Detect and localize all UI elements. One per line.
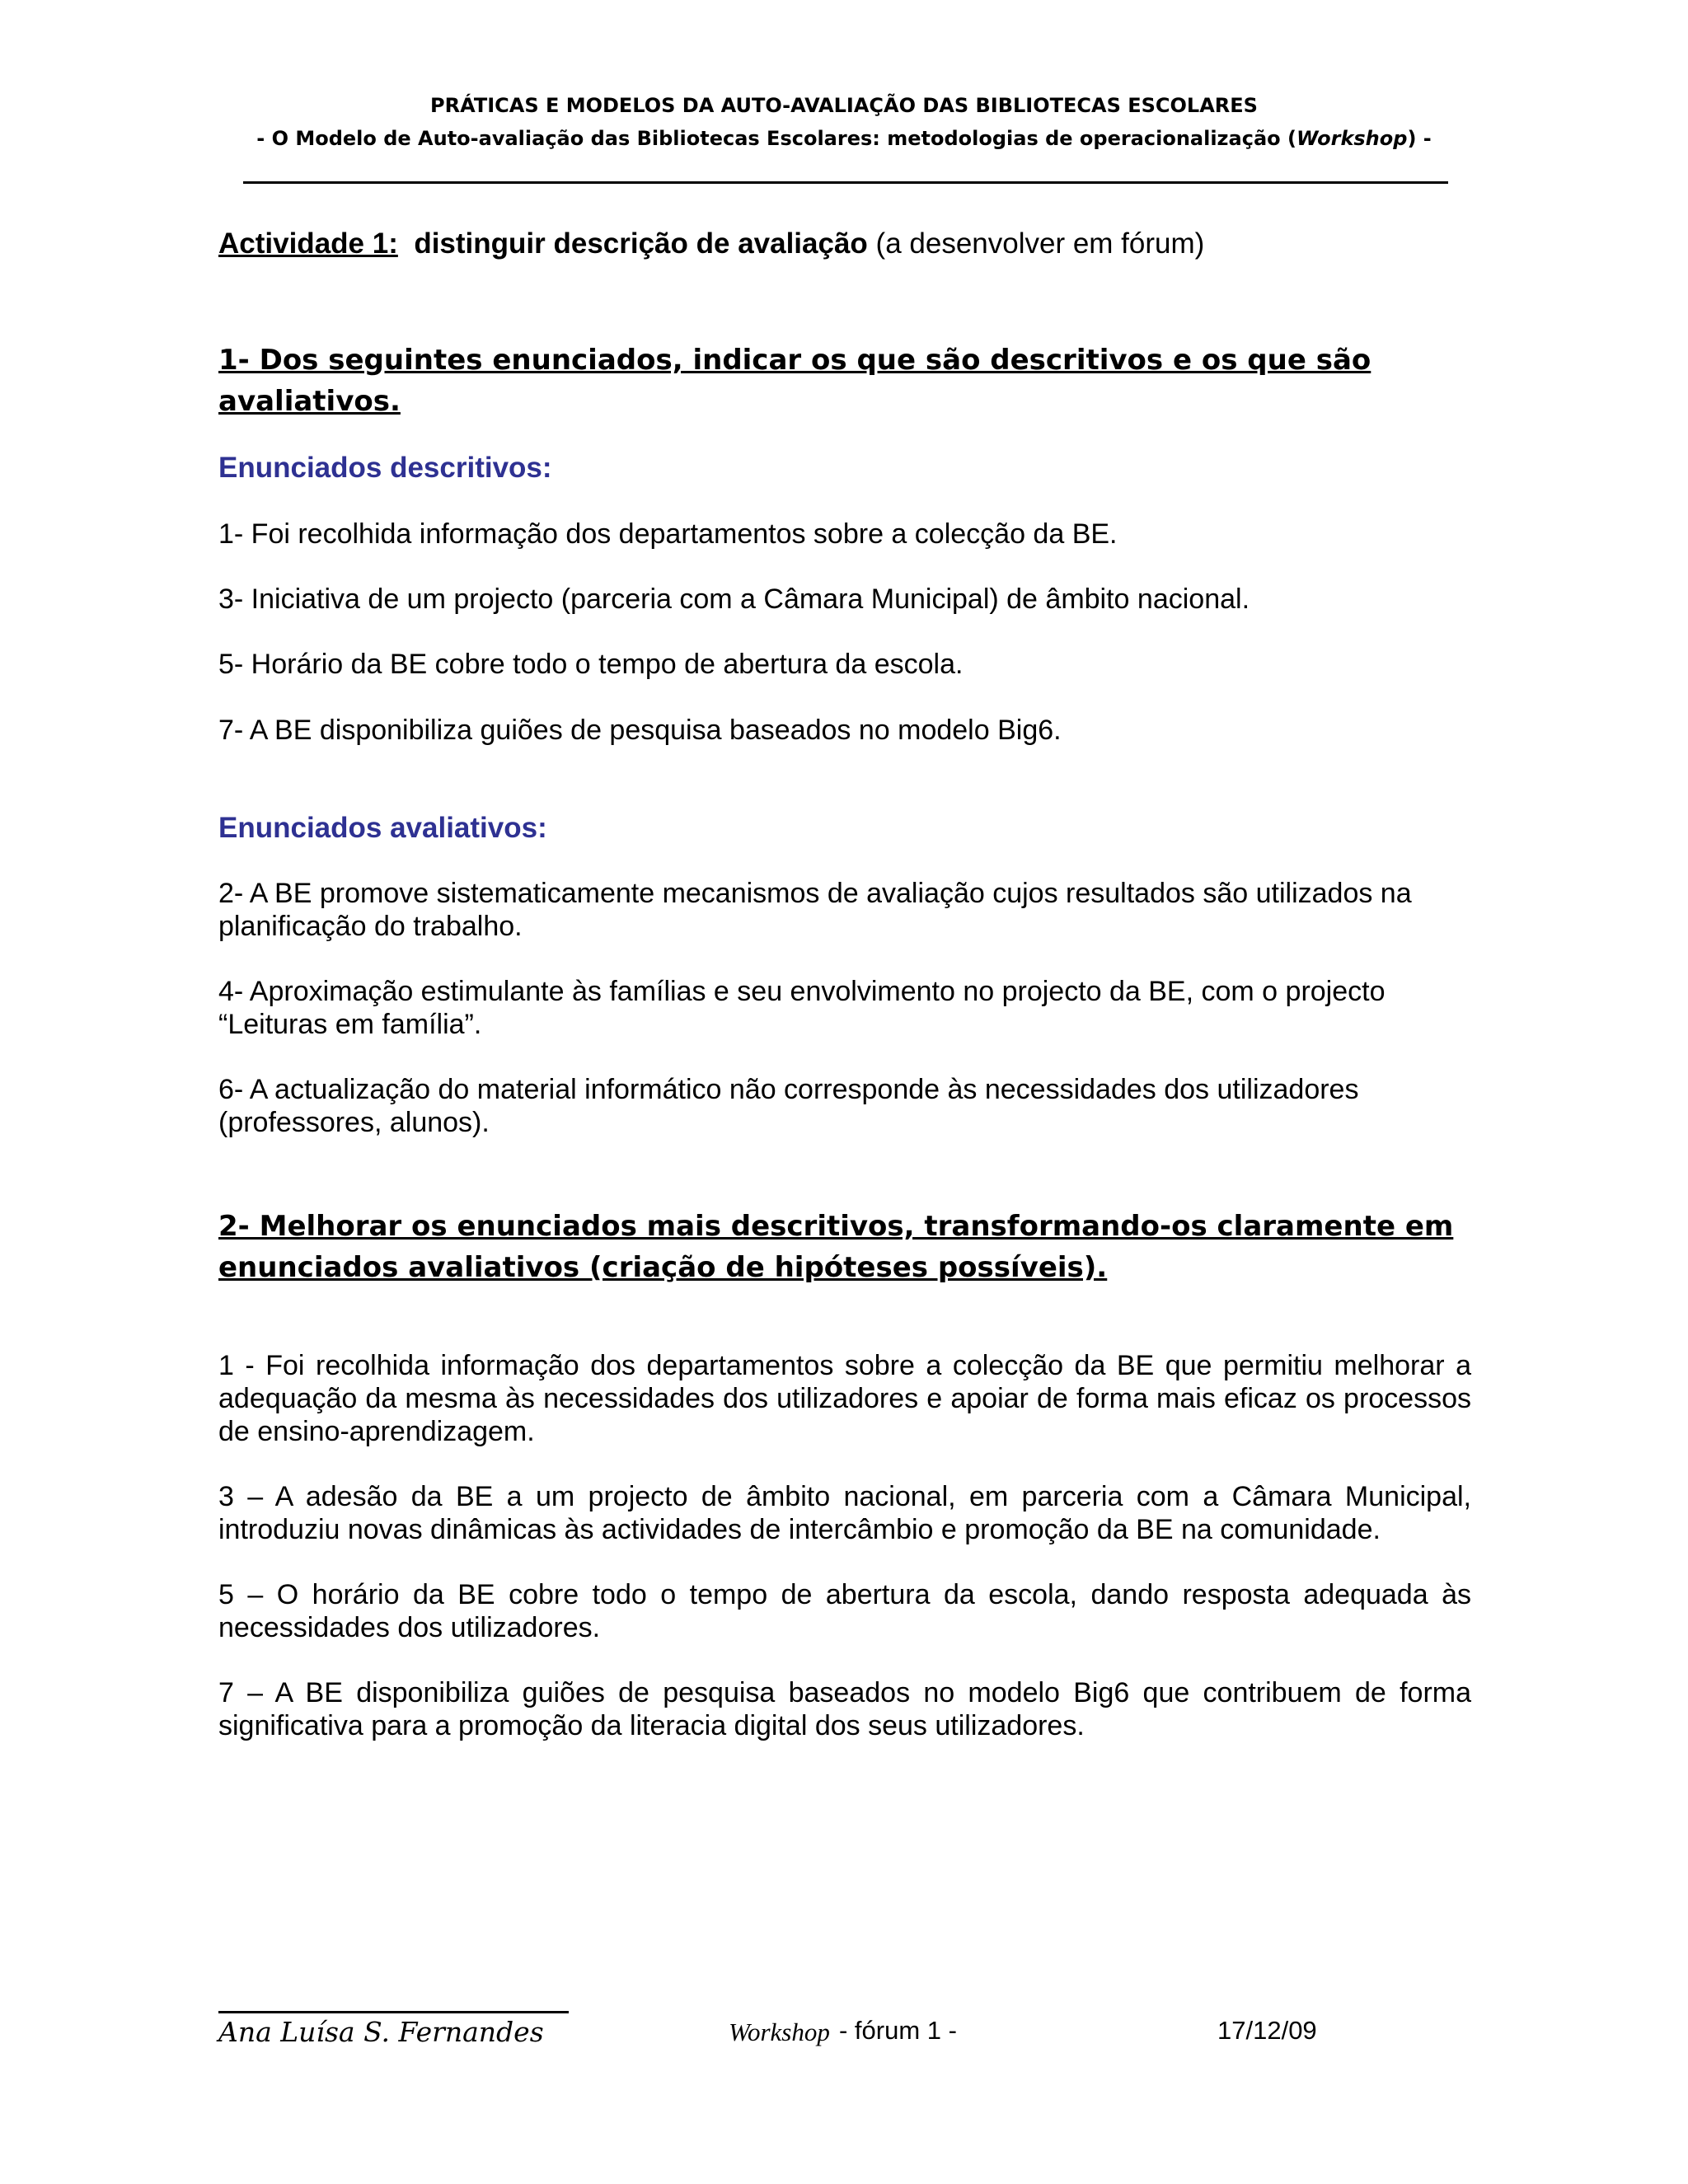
- descriptive-item-1: 1- Foi recolhida informação dos departamentos sobre a colecção da BE.: [218, 518, 1118, 550]
- document-header-subtitle: [0, 127, 1688, 150]
- answer-item-7: 7 – A BE disponibiliza guiões de pesquisa baseados no modelo Big6 que contribuem de forma significativa para a promoção da literacia digital dos seus utilizadores.: [218, 1677, 1471, 1741]
- subtitle-text-end: ) -: [1407, 127, 1432, 150]
- question1-heading: 1- Dos seguintes enunciados, indicar os que são descritivos e os que são avaliativos.: [218, 344, 1372, 418]
- activity-note: (a desenvolver em fórum): [875, 227, 1205, 260]
- subtitle-workshop: Workshop: [1296, 127, 1408, 150]
- descriptive-heading: Enunciados descritivos:: [218, 452, 552, 484]
- activity-label: Actividade 1:: [218, 227, 398, 260]
- answer-item-1: 1 - Foi recolhida informação dos departamentos sobre a colecção da BE que permitiu melhorar a adequação da mesma às necessidades dos utilizadores e apoiar de forma mais eficaz os processos de ensino-aprendizagem.: [218, 1350, 1471, 1447]
- evaluative-item-6: 6- A actualização do material informático não corresponde às necessidades dos utilizadores (professores, alunos).: [218, 1074, 1359, 1138]
- footer-author: Ana Luísa S. Fernandes: [218, 2016, 544, 2048]
- footer-divider: [218, 2011, 569, 2013]
- activity-line: [218, 227, 1204, 260]
- footer-workshop: Workshop: [729, 2018, 830, 2046]
- descriptive-item-7: 7- A BE disponibiliza guiões de pesquisa baseados no modelo Big6.: [218, 715, 1062, 746]
- subtitle-text-start: - O Modelo de Auto-avaliação das Bibliotecas Escolares: metodologias de operacionalização (: [256, 127, 1296, 150]
- activity-title: distinguir descrição de avaliação: [414, 227, 868, 260]
- descriptive-item-5: 5- Horário da BE cobre todo o tempo de abertura da escola.: [218, 649, 964, 680]
- footer-date: 17/12/09: [1217, 2016, 1317, 2045]
- question2-heading: 2- Melhorar os enunciados mais descritivos, transformando-os claramente em enunciados avaliativos (criação de hipóteses possíveis).: [218, 1210, 1454, 1284]
- footer-forum: - fórum 1 -: [839, 2016, 957, 2045]
- descriptive-item-3: 3- Iniciativa de um projecto (parceria com a Câmara Municipal) de âmbito nacional.: [218, 583, 1250, 615]
- evaluative-item-4: 4- Aproximação estimulante às famílias e seu envolvimento no projecto da BE, com o projecto “Leituras em família”.: [218, 976, 1386, 1040]
- answer-item-3: 3 – A adesão da BE a um projecto de âmbito nacional, em parceria com a Câmara Municipal, introduziu novas dinâmicas às actividades de intercâmbio e promoção da BE na comunidade.: [218, 1481, 1471, 1545]
- evaluative-item-2: 2- A BE promove sistematicamente mecanismos de avaliação cujos resultados são utilizados na planificação do trabalho.: [218, 878, 1412, 942]
- header-divider: [243, 181, 1448, 184]
- document-header-title: PRÁTICAS E MODELOS DA AUTO-AVALIAÇÃO DAS BIBLIOTECAS ESCOLARES: [430, 94, 1258, 117]
- answer-item-5: 5 – O horário da BE cobre todo o tempo de abertura da escola, dando resposta adequada às necessidades dos utilizadores.: [218, 1579, 1471, 1643]
- evaluative-heading: Enunciados avaliativos:: [218, 812, 547, 844]
